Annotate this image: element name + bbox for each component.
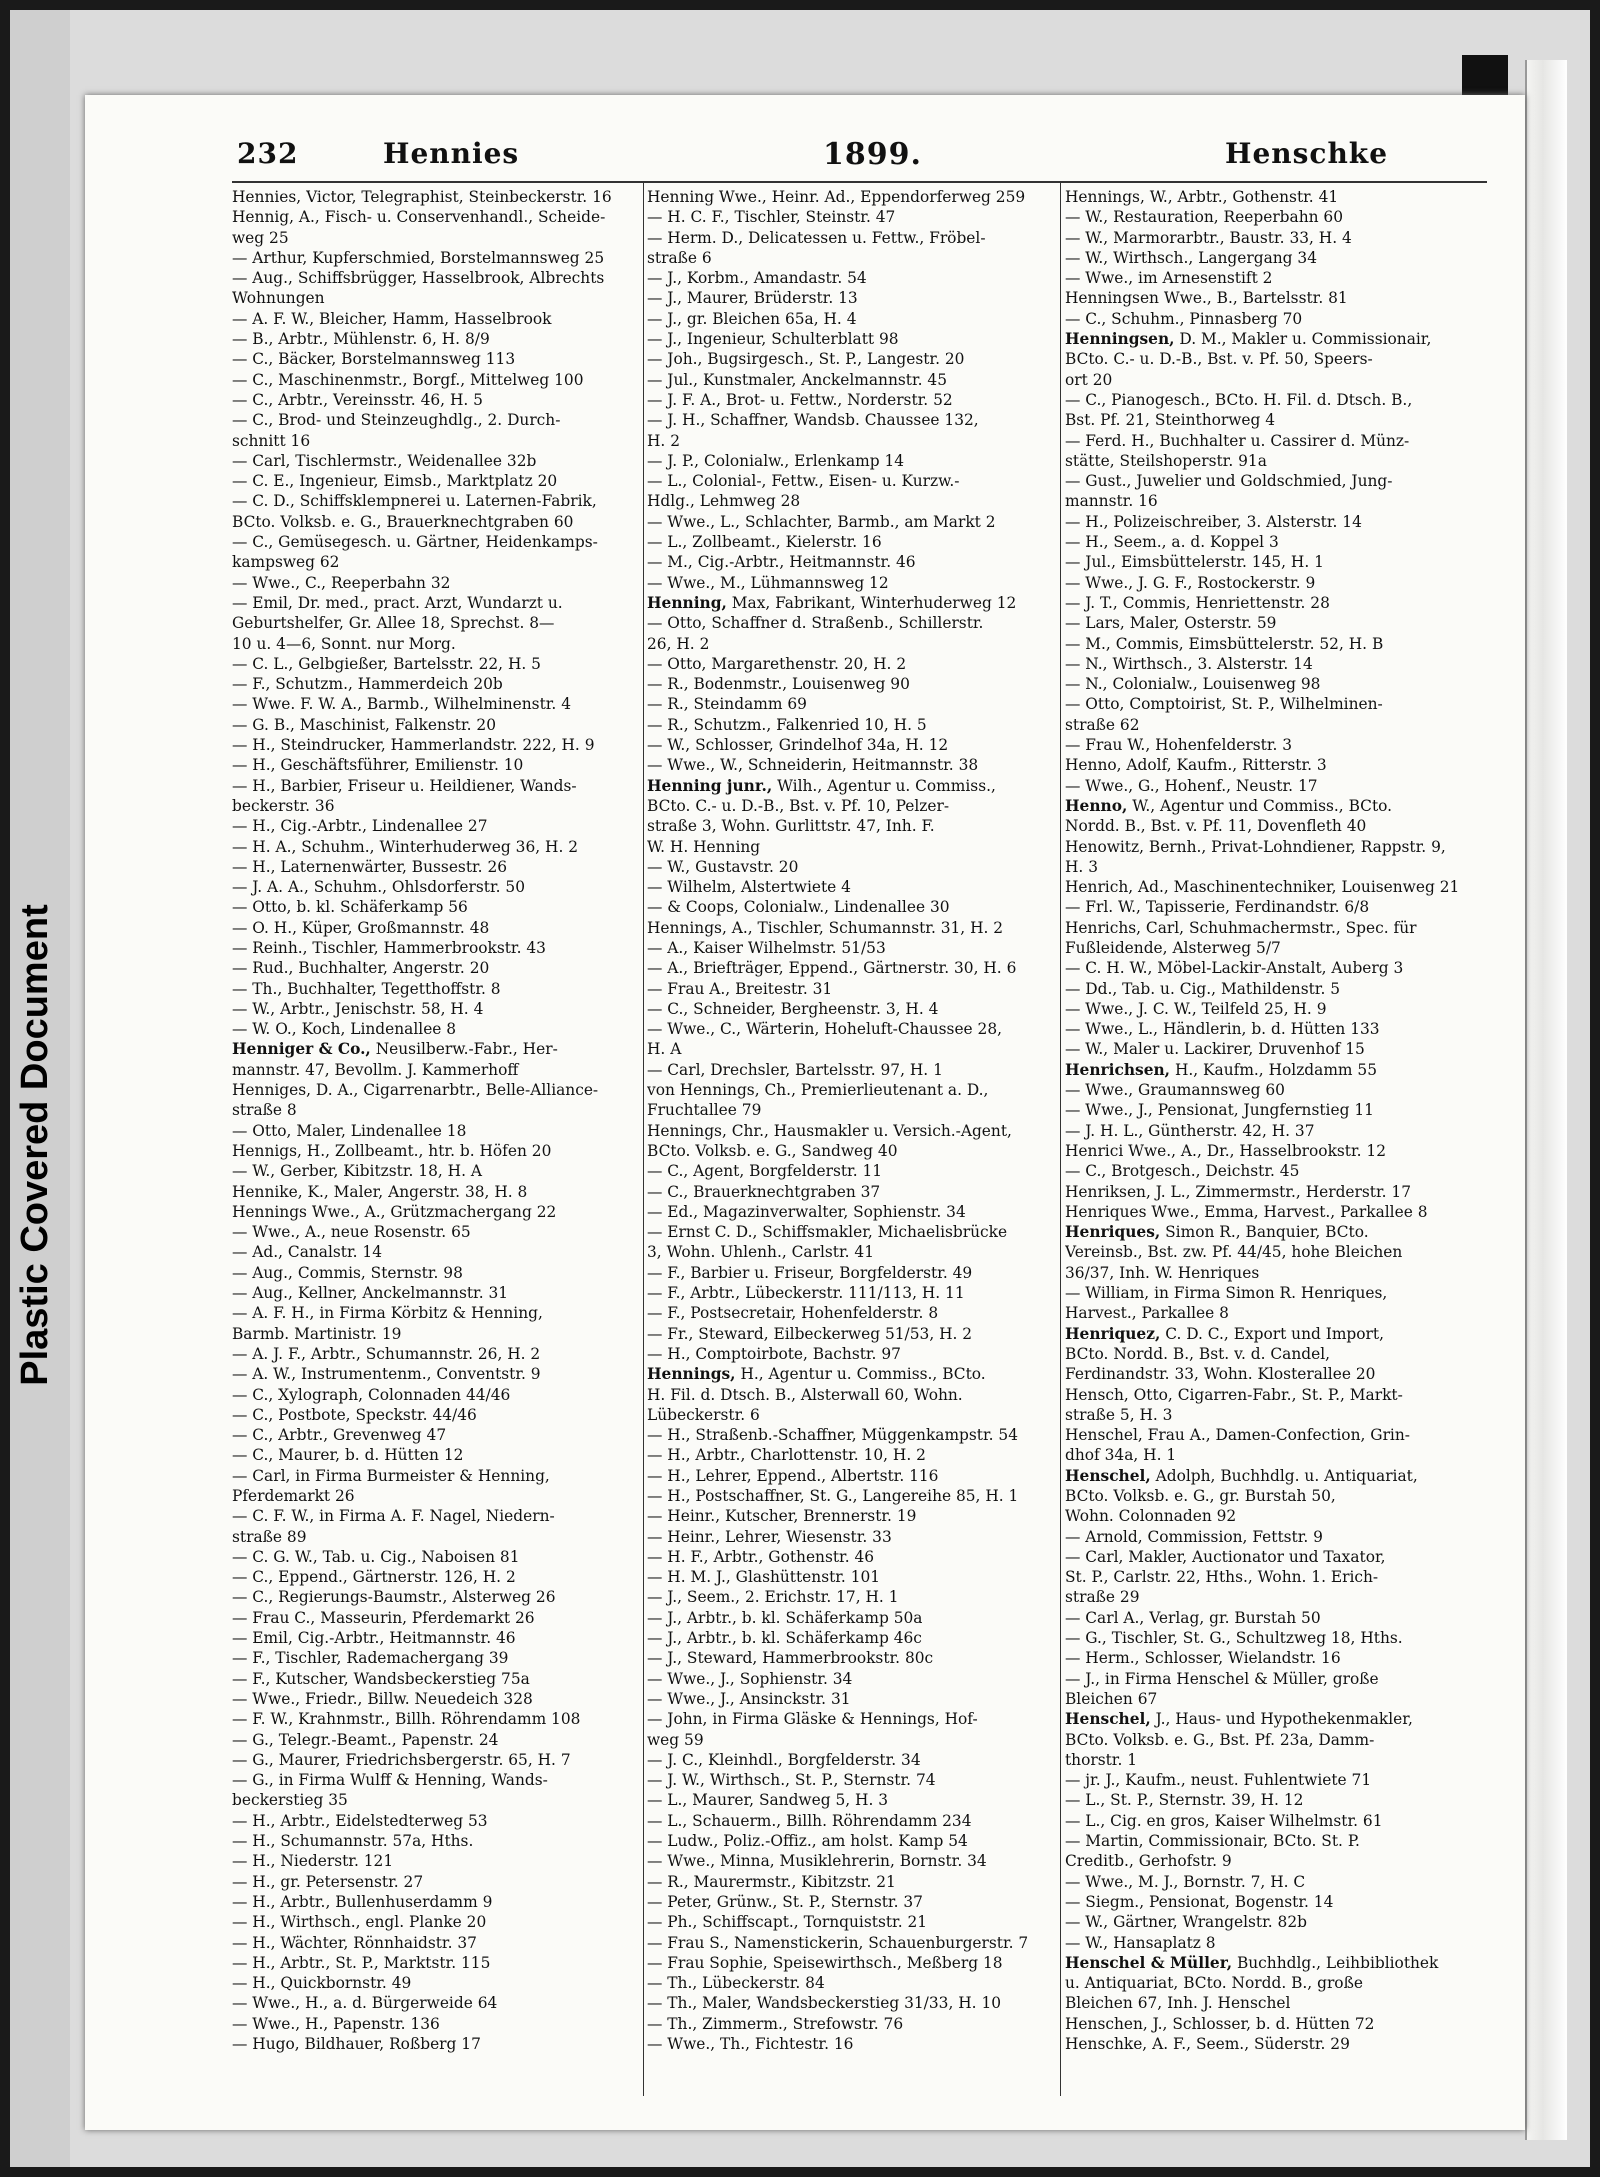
directory-entry: — J. F. A., Brot- u. Fettw., Norderstr. 52 [647, 390, 953, 409]
directory-entry: H. 2 [647, 431, 680, 450]
directory-entry: Ferdinandstr. 33, Wohn. Klosterallee 20 [1065, 1365, 1376, 1384]
directory-entry: — L., Cig. en gros, Kaiser Wilhelmstr. 61 [1065, 1811, 1383, 1830]
directory-entry: — W. O., Koch, Lindenallee 8 [232, 1020, 457, 1039]
directory-entry: straße 6 [647, 248, 712, 267]
directory-entry: weg 59 [647, 1730, 704, 1749]
directory-entry: Hdlg., Lehmweg 28 [647, 492, 801, 511]
directory-entry: — O. H., Küper, Großmannstr. 48 [232, 918, 490, 937]
directory-entry: — Wwe., Minna, Musiklehrerin, Bornstr. 34 [647, 1852, 987, 1871]
directory-entry: — J., Korbm., Amandastr. 54 [647, 269, 867, 288]
directory-entry: Harvest., Parkallee 8 [1065, 1304, 1229, 1323]
directory-entry: — J. A. A., Schuhm., Ohlsdorferstr. 50 [232, 878, 526, 897]
directory-entry: — G., Telegr.-Beamt., Papenstr. 24 [232, 1730, 499, 1749]
directory-entry: Barmb. Martinistr. 19 [232, 1324, 402, 1343]
directory-entry: mannstr. 47, Bevollm. J. Kammerhoff [232, 1060, 519, 1079]
directory-entry: — Th., Zimmerm., Strefowstr. 76 [647, 2014, 904, 2033]
directory-entry: — C., Arbtr., Vereinsstr. 46, H. 5 [232, 390, 483, 409]
directory-entry: — Herm. D., Delicatessen u. Fettw., Fröbel- [647, 228, 986, 247]
directory-entry: — W., Gerber, Kibitzstr. 18, H. A [232, 1162, 482, 1181]
directory-entry: — Th., Buchhalter, Tegetthoffstr. 8 [232, 979, 501, 998]
directory-entry: — C., Brotgesch., Deichstr. 45 [1065, 1162, 1300, 1181]
directory-entry: Hennings, A., Tischler, Schumannstr. 31, H. 2 [647, 918, 1004, 937]
directory-entry: — Rud., Buchhalter, Angerstr. 20 [232, 959, 490, 978]
directory-entry: — Frau W., Hohenfelderstr. 3 [1065, 736, 1293, 755]
directory-entry: straße 62 [1065, 715, 1140, 734]
directory-entry: — John, in Firma Gläske & Hennings, Hof- [647, 1710, 978, 1729]
directory-entry: Henrichsen, H., Kaufm., Holzdamm 55 [1065, 1060, 1378, 1079]
directory-entry: — Emil, Dr. med., pract. Arzt, Wundarzt u. [232, 593, 563, 612]
directory-entry: — Wwe. F. W. A., Barmb., Wilhelminenstr. 4 [232, 695, 572, 714]
directory-entry: Nordd. B., Bst. v. Pf. 11, Dovenfleth 40 [1065, 817, 1367, 836]
directory-entry: — Otto, Comptoirist, St. P., Wilhelminen- [1065, 695, 1383, 714]
directory-entry: mannstr. 16 [1065, 492, 1158, 511]
directory-entry: — Th., Lübeckerstr. 84 [647, 1974, 825, 1993]
directory-entry: — W., Restauration, Reeperbahn 60 [1065, 208, 1344, 227]
directory-entry: — Wwe., J., Pensionat, Jungfernstieg 11 [1065, 1101, 1374, 1120]
directory-entry: — Otto, Margarethenstr. 20, H. 2 [647, 654, 907, 673]
directory-entry: — Wwe., W., Schneiderin, Heitmannstr. 38 [647, 756, 979, 775]
directory-entry: straße 29 [1065, 1588, 1140, 1607]
directory-entry: — Heinr., Kutscher, Brennerstr. 19 [647, 1507, 917, 1526]
directory-entry: — Aug., Commis, Sternstr. 98 [232, 1263, 463, 1282]
directory-entry: — H., Wirthsch., engl. Planke 20 [232, 1913, 487, 1932]
directory-entry: — C., Maurer, b. d. Hütten 12 [232, 1446, 464, 1465]
directory-entry: — Joh., Bugsirgesch., St. P., Langestr. 20 [647, 350, 965, 369]
directory-entry: — Ed., Magazinverwalter, Sophienstr. 34 [647, 1202, 966, 1221]
header-right-keyword: Henschke [1225, 137, 1389, 170]
directory-entry: — Th., Maler, Wandsbeckerstieg 31/33, H. 10 [647, 1994, 1002, 2013]
directory-entry: — A. W., Instrumentenm., Conventstr. 9 [232, 1365, 541, 1384]
directory-entry: Geburtshelfer, Gr. Allee 18, Sprechst. 8— [232, 614, 555, 633]
directory-entry: — J. W., Wirthsch., St. P., Sternstr. 74 [647, 1771, 936, 1790]
directory-entry: — F., Postsecretair, Hohenfelderstr. 8 [647, 1304, 939, 1323]
directory-entry: Henschel, Adolph, Buchhdlg. u. Antiquariat, [1065, 1466, 1418, 1485]
directory-entry: — C. H. W., Möbel-Lackir-Anstalt, Auberg 3 [1065, 959, 1404, 978]
directory-entry: — William, in Firma Simon R. Henriques, [1065, 1284, 1388, 1303]
directory-entry: Henno, Adolf, Kaufm., Ritterstr. 3 [1065, 756, 1327, 775]
directory-entry: — Wwe., L., Schlachter, Barmb., am Markt 2 [647, 512, 996, 531]
directory-entry: — C. G. W., Tab. u. Cig., Naboisen 81 [232, 1547, 520, 1566]
directory-entry: — C., Brod- und Steinzeughdlg., 2. Durch- [232, 411, 561, 430]
directory-entry: — Heinr., Lehrer, Wiesenstr. 33 [647, 1527, 892, 1546]
directory-entry: kampsweg 62 [232, 553, 340, 572]
directory-entry: Hennike, K., Maler, Angerstr. 38, H. 8 [232, 1182, 528, 1201]
directory-entry: — Wwe., J., Ansinckstr. 31 [647, 1689, 851, 1708]
page-number: 232 [237, 137, 299, 170]
directory-entry: — H., Laternenwärter, Bussestr. 26 [232, 857, 508, 876]
directory-entry: schnitt 16 [232, 431, 311, 450]
directory-entry: — C. D., Schiffsklempnerei u. Laternen-Fabrik, [232, 492, 597, 511]
directory-entry: stätte, Steilshoperstr. 91a [1065, 451, 1267, 470]
directory-entry: — Wwe., G., Hohenf., Neustr. 17 [1065, 776, 1318, 795]
directory-entry: — H., Straßenb.-Schaffner, Müggenkampstr. 54 [647, 1426, 1019, 1445]
directory-entry: — F., Barbier u. Friseur, Borgfelderstr. 49 [647, 1263, 973, 1282]
directory-entry: — A., Briefträger, Eppend., Gärtnerstr. 30, H. 6 [647, 959, 1017, 978]
directory-entry: — H., Barbier, Friseur u. Heildiener, Wands- [232, 776, 577, 795]
directory-entry: — L., Schauerm., Billh. Röhrendamm 234 [647, 1811, 972, 1830]
directory-entry: Henrich, Ad., Maschinentechniker, Louisenweg 21 [1065, 878, 1460, 897]
directory-entry: weg 25 [232, 228, 289, 247]
directory-entry: — Frau A., Breitestr. 31 [647, 979, 833, 998]
directory-entry: — H., Polizeischreiber, 3. Alsterstr. 14 [1065, 512, 1362, 531]
directory-entry: — Wwe., H., Papenstr. 136 [232, 2014, 440, 2033]
directory-entry: — L., Colonial-, Fettw., Eisen- u. Kurzw.- [647, 472, 960, 491]
directory-entry: Henschel & Müller, Buchhdlg., Leihbibliothek [1065, 1953, 1439, 1972]
directory-entry: — Hugo, Bildhauer, Roßberg 17 [232, 2035, 481, 2054]
directory-entry: Creditb., Gerhofstr. 9 [1065, 1852, 1232, 1871]
directory-entry: Hensch, Otto, Cigarren-Fabr., St. P., Markt- [1065, 1385, 1403, 1404]
directory-entry: — J., Ingenieur, Schulterblatt 98 [647, 330, 899, 349]
directory-entry: straße 89 [232, 1527, 307, 1546]
directory-entry: — A. J. F., Arbtr., Schumannstr. 26, H. 2 [232, 1344, 541, 1363]
directory-entry: — Gust., Juwelier und Goldschmied, Jung- [1065, 472, 1393, 491]
directory-entry: — Martin, Commissionair, BCto. St. P. [1065, 1832, 1360, 1851]
directory-entry: — Siegm., Pensionat, Bogenstr. 14 [1065, 1892, 1334, 1911]
directory-entry: — F., Kutscher, Wandsbeckerstieg 75a [232, 1669, 530, 1688]
directory-entry: — Ferd. H., Buchhalter u. Cassirer d. Münz- [1065, 431, 1410, 450]
directory-entry: — Aug., Schiffsbrügger, Hasselbrook, Albrechts [232, 269, 605, 288]
directory-entry: — Herm., Schlosser, Wielandstr. 16 [1065, 1649, 1341, 1668]
directory-entry: — Otto, b. kl. Schäferkamp 56 [232, 898, 468, 917]
directory-entry: — J., Steward, Hammerbrookstr. 80c [647, 1649, 934, 1668]
directory-entry: — J., in Firma Henschel & Müller, große [1065, 1669, 1379, 1688]
directory-entry: beckerstieg 35 [232, 1791, 348, 1810]
directory-entry: 3, Wohn. Uhlenh., Carlstr. 41 [647, 1243, 874, 1262]
directory-entry: — Lars, Maler, Osterstr. 59 [1065, 614, 1277, 633]
directory-entry: — F., Tischler, Rademachergang 39 [232, 1649, 509, 1668]
directory-entry: Henning junr., Wilh., Agentur u. Commiss., [647, 776, 996, 795]
directory-entry: BCto. Volksb. e. G., Sandweg 40 [647, 1141, 898, 1160]
directory-entry: — C. E., Ingenieur, Eimsb., Marktplatz 20 [232, 472, 558, 491]
directory-entry: — R., Bodenmstr., Louisenweg 90 [647, 675, 910, 694]
directory-entry: — Frau Sophie, Speisewirthsch., Meßberg 18 [647, 1953, 1003, 1972]
directory-entry: St. P., Carlstr. 22, Hths., Wohn. 1. Erich- [1065, 1568, 1379, 1587]
directory-entry: — Jul., Kunstmaler, Anckelmannstr. 45 [647, 370, 947, 389]
directory-entry: — H., Arbtr., Bullenhuserdamm 9 [232, 1892, 493, 1911]
directory-entry: — Wwe., J., Sophienstr. 34 [647, 1669, 853, 1688]
directory-entry: — F. W., Krahnmstr., Billh. Röhrendamm 108 [232, 1710, 581, 1729]
directory-entry: — C., Gemüsegesch. u. Gärtner, Heidenkamps- [232, 533, 598, 552]
directory-entry: — L., Maurer, Sandweg 5, H. 3 [647, 1791, 889, 1810]
directory-entry: Henschel, J., Haus- und Hypothekenmakler, [1065, 1710, 1413, 1729]
directory-entry: — G., Tischler, St. G., Schultzweg 18, Hths. [1065, 1629, 1403, 1648]
directory-entry: — Wwe., A., neue Rosenstr. 65 [232, 1223, 471, 1242]
directory-entry: — F., Schutzm., Hammerdeich 20b [232, 675, 503, 694]
directory-entry: H. 3 [1065, 857, 1098, 876]
directory-entry: — A. F. W., Bleicher, Hamm, Hasselbrook [232, 309, 552, 328]
directory-entry: Henning, Max, Fabrikant, Winterhuderweg 12 [647, 593, 1017, 612]
directory-entry: — Ludw., Poliz.-Offiz., am holst. Kamp 54 [647, 1832, 968, 1851]
directory-entry: — Wwe., L., Händlerin, b. d. Hütten 133 [1065, 1020, 1380, 1039]
directory-entry: straße 3, Wohn. Gurlittstr. 47, Inh. F. [647, 817, 935, 836]
directory-entry: Henriksen, J. L., Zimmermstr., Herderstr. 17 [1065, 1182, 1412, 1201]
directory-entry: Henriquez, C. D. C., Export und Import, [1065, 1324, 1384, 1343]
directory-entry: Henschke, A. F., Seem., Süderstr. 29 [1065, 2035, 1350, 2054]
directory-entry: — Carl A., Verlag, gr. Burstah 50 [1065, 1608, 1321, 1627]
directory-entry: — Arthur, Kupferschmied, Borstelmannsweg 25 [232, 248, 605, 267]
directory-entry: Henningsen, D. M., Makler u. Commissionair, [1065, 330, 1432, 349]
directory-entry: — W., Hansaplatz 8 [1065, 1933, 1216, 1952]
directory-entry: BCto. Volksb. e. G., Brauerknechtgraben 60 [232, 512, 574, 531]
directory-entry: — H., Quickbornstr. 49 [232, 1974, 412, 1993]
directory-entry: — C., Brauerknechtgraben 37 [647, 1182, 881, 1201]
directory-entry: — H. F., Arbtr., Gothenstr. 46 [647, 1547, 875, 1566]
directory-entry: — H., Arbtr., Eidelstedterweg 53 [232, 1811, 488, 1830]
directory-entry: Henning Wwe., Heinr. Ad., Eppendorferweg 259 [647, 188, 1026, 206]
directory-entry: Hennies, Victor, Telegraphist, Steinbeckerstr. 16 [232, 188, 612, 206]
directory-entry: Henningsen Wwe., B., Bartelsstr. 81 [1065, 289, 1348, 308]
directory-entry: — C., Postbote, Speckstr. 44/46 [232, 1405, 477, 1424]
directory-entry: von Hennings, Ch., Premierlieutenant a. D., [647, 1081, 989, 1100]
directory-entry: — R., Schutzm., Falkenried 10, H. 5 [647, 715, 927, 734]
directory-entry: Henowitz, Bernh., Privat-Lohndiener, Rappstr. 9, [1065, 837, 1446, 856]
directory-entry: — C., Agent, Borgfelderstr. 11 [647, 1162, 883, 1181]
directory-entry: Fußleidende, Alsterweg 5/7 [1065, 938, 1281, 957]
directory-entry: — J., Arbtr., b. kl. Schäferkamp 50a [647, 1608, 923, 1627]
directory-entry: — Wwe., C., Reeperbahn 32 [232, 573, 451, 592]
directory-entry: — H., gr. Petersenstr. 27 [232, 1872, 424, 1891]
directory-entry: — Carl, Drechsler, Bartelsstr. 97, H. 1 [647, 1060, 943, 1079]
directory-entry: — Wwe., C., Wärterin, Hoheluft-Chaussee 28, [647, 1020, 1003, 1039]
directory-entry: — C. L., Gelbgießer, Bartelsstr. 22, H. 5 [232, 654, 541, 673]
directory-entry: H. A [647, 1040, 682, 1059]
directory-entry: dhof 34a, H. 1 [1065, 1446, 1177, 1465]
directory-entry: — H., Postschaffner, St. G., Langereihe 85, H. 1 [647, 1487, 1019, 1505]
directory-entry: Wohn. Colonnaden 92 [1065, 1507, 1237, 1526]
directory-entry: — H., Arbtr., St. P., Marktstr. 115 [232, 1953, 491, 1972]
directory-entry: Henriques, Simon R., Banquier, BCto. [1065, 1223, 1369, 1242]
directory-entry: BCto. Volksb. e. G., Bst. Pf. 23a, Damm- [1065, 1730, 1375, 1749]
directory-entry: 10 u. 4—6, Sonnt. nur Morg. [232, 634, 456, 653]
directory-entry: — C., Pianogesch., BCto. H. Fil. d. Dtsch. B., [1065, 390, 1413, 409]
directory-entry: — Ad., Canalstr. 14 [232, 1243, 383, 1262]
directory-entry: — & Coops, Colonialw., Lindenallee 30 [647, 898, 950, 917]
directory-entry: — Peter, Grünw., St. P., Sternstr. 37 [647, 1892, 923, 1911]
directory-entry: Henniges, D. A., Cigarrenarbtr., Belle-Alliance- [232, 1081, 599, 1100]
directory-entry: — L., St. P., Sternstr. 39, H. 12 [1065, 1791, 1304, 1810]
directory-entry: — W., Gustavstr. 20 [647, 857, 799, 876]
directory-entry: — J. H. L., Güntherstr. 42, H. 37 [1065, 1121, 1315, 1140]
directory-entry: Hennings, Chr., Hausmakler u. Versich.-Agent, [647, 1121, 1012, 1140]
directory-entry: — C. F. W., in Firma A. F. Nagel, Niedern- [232, 1507, 555, 1526]
directory-entry: — W., Maler u. Lackirer, Druvenhof 15 [1065, 1040, 1365, 1059]
directory-entry: 26, H. 2 [647, 634, 710, 653]
directory-entry: — Reinh., Tischler, Hammerbrookstr. 43 [232, 938, 546, 957]
directory-entry: — H., Niederstr. 121 [232, 1852, 394, 1871]
directory-entry: Henno, W., Agentur und Commiss., BCto. [1065, 796, 1393, 815]
directory-entry: Hennings, W., Arbtr., Gothenstr. 41 [1065, 188, 1339, 206]
directory-entry: — Frau C., Masseurin, Pferdemarkt 26 [232, 1608, 535, 1627]
directory-entry: — J., Arbtr., b. kl. Schäferkamp 46c [647, 1629, 922, 1648]
directory-entry: Hennings, H., Agentur u. Commiss., BCto. [647, 1365, 986, 1384]
directory-entry: — B., Arbtr., Mühlenstr. 6, H. 8/9 [232, 330, 490, 349]
directory-entry: — H., Cig.-Arbtr., Lindenallee 27 [232, 817, 488, 836]
directory-entry: — G. B., Maschinist, Falkenstr. 20 [232, 715, 496, 734]
directory-entry: — Wwe., J. G. F., Rostockerstr. 9 [1065, 573, 1316, 592]
directory-entry: — Carl, Makler, Auctionator und Taxator, [1065, 1547, 1386, 1566]
directory-entry: — C., Bäcker, Borstelmannsweg 113 [232, 350, 516, 369]
directory-entry: — Wilhelm, Alstertwiete 4 [647, 878, 851, 897]
directory-entry: — Wwe., M. J., Bornstr. 7, H. C [1065, 1872, 1306, 1891]
directory-entry: — C., Xylograph, Colonnaden 44/46 [232, 1385, 511, 1404]
directory-entry: — Ph., Schiffscapt., Tornquiststr. 21 [647, 1913, 928, 1932]
directory-entry: Hennings Wwe., A., Grützmachergang 22 [232, 1202, 557, 1221]
directory-entry: Hennigs, H., Zollbeamt., htr. b. Höfen 20 [232, 1141, 552, 1160]
directory-entry: — A. F. H., in Firma Körbitz & Henning, [232, 1304, 543, 1323]
directory-entry: — H., Comptoirbote, Bachstr. 97 [647, 1344, 901, 1363]
directory-entry: — H. M. J., Glashüttenstr. 101 [647, 1568, 881, 1587]
directory-entry: Henniger & Co., Neusilberw.-Fabr., Her- [232, 1040, 558, 1059]
directory-entry: — H., Seem., a. d. Koppel 3 [1065, 533, 1279, 552]
directory-entry: — Wwe., H., a. d. Bürgerweide 64 [232, 1994, 498, 2013]
directory-entry: — Arnold, Commission, Fettstr. 9 [1065, 1527, 1323, 1546]
directory-entry: — H. C. F., Tischler, Steinstr. 47 [647, 208, 896, 227]
directory-entry: — H., Schumannstr. 57a, Hths. [232, 1832, 474, 1851]
directory-entry: — J., gr. Bleichen 65a, H. 4 [647, 309, 857, 328]
directory-entry: — Carl, in Firma Burmeister & Henning, [232, 1466, 550, 1485]
directory-entry: — G., in Firma Wulff & Henning, Wands- [232, 1771, 548, 1790]
directory-entry: — C., Schuhm., Pinnasberg 70 [1065, 309, 1303, 328]
directory-entry: — H., Steindrucker, Hammerlandstr. 222, H. 9 [232, 736, 595, 755]
directory-entry: BCto. C.- u. D.-B., Bst. v. Pf. 50, Speers- [1065, 350, 1373, 369]
side-label: Plastic Covered Document [14, 904, 56, 1386]
directory-entry: — Dd., Tab. u. Cig., Mathildenstr. 5 [1065, 979, 1341, 998]
directory-entry: Pferdemarkt 26 [232, 1487, 355, 1505]
directory-entry: — W., Marmorarbtr., Baustr. 33, H. 4 [1065, 228, 1352, 247]
directory-entry: u. Antiquariat, BCto. Nordd. B., große [1065, 1974, 1363, 1993]
directory-entry: — H. A., Schuhm., Winterhuderweg 36, H. 2 [232, 837, 579, 856]
directory-entry: — H., Arbtr., Charlottenstr. 10, H. 2 [647, 1446, 926, 1465]
directory-entry: — W., Gärtner, Wrangelstr. 82b [1065, 1913, 1307, 1932]
directory-entry: — M., Commis, Eimsbüttelerstr. 52, H. B [1065, 634, 1384, 653]
directory-entry: — C., Arbtr., Grevenweg 47 [232, 1426, 447, 1445]
directory-entry: Bst. Pf. 21, Steinthorweg 4 [1065, 411, 1276, 430]
directory-entry: — Aug., Kellner, Anckelmannstr. 31 [232, 1284, 509, 1303]
directory-entry: — Otto, Schaffner d. Straßenb., Schillerstr. [647, 614, 984, 633]
directory-entry: Bleichen 67 [1065, 1689, 1158, 1708]
directory-entry: — Otto, Maler, Lindenallee 18 [232, 1121, 467, 1140]
directory-entry: H. Fil. d. Dtsch. B., Alsterwall 60, Wohn. [647, 1385, 963, 1404]
directory-entry: BCto. C.- u. D.-B., Bst. v. Pf. 10, Pelzer- [647, 796, 950, 815]
directory-entry: — J. C., Kleinhdl., Borgfelderstr. 34 [647, 1750, 921, 1769]
directory-entry: — Wwe., Graumannsweg 60 [1065, 1081, 1285, 1100]
directory-entry: ort 20 [1065, 370, 1113, 389]
directory-entry: BCto. Volksb. e. G., gr. Burstah 50, [1065, 1487, 1336, 1505]
directory-entry: — R., Steindamm 69 [647, 695, 807, 714]
directory-entry: — C., Schneider, Bergheenstr. 3, H. 4 [647, 999, 939, 1018]
directory-entry: — Wwe., Th., Fichtestr. 16 [647, 2035, 854, 2054]
directory-entry: Henrici Wwe., A., Dr., Hasselbrookstr. 12 [1065, 1141, 1387, 1160]
header-year: 1899. [823, 137, 922, 172]
directory-entry: — J. P., Colonialw., Erlenkamp 14 [647, 451, 905, 470]
directory-entry: — L., Zollbeamt., Kielerstr. 16 [647, 533, 882, 552]
directory-entry: Wohnungen [232, 289, 325, 308]
directory-entry: — Wwe., Friedr., Billw. Neuedeich 328 [232, 1689, 533, 1708]
directory-entry: — J., Maurer, Brüderstr. 13 [647, 289, 858, 308]
directory-entry: — Fr., Steward, Eilbeckerweg 51/53, H. 2 [647, 1324, 973, 1343]
directory-entry: — N., Colonialw., Louisenweg 98 [1065, 675, 1321, 694]
directory-entry: — Frau S., Namenstickerin, Schauenburgerstr. 7 [647, 1933, 1029, 1952]
directory-entry: — R., Maurermstr., Kibitzstr. 21 [647, 1872, 896, 1891]
directory-entry: — Frl. W., Tapisserie, Ferdinandstr. 6/8 [1065, 898, 1370, 917]
directory-entry: Henschen, J., Schlosser, b. d. Hütten 72 [1065, 2014, 1375, 2033]
directory-entry: — C., Regierungs-Baumstr., Alsterweg 26 [232, 1588, 556, 1607]
directory-entry: Fruchtallee 79 [647, 1101, 762, 1120]
directory-entry: — A., Kaiser Wilhelmstr. 51/53 [647, 938, 886, 957]
directory-entry: 36/37, Inh. W. Henriques [1065, 1263, 1260, 1282]
directory-entry: Vereinsb., Bst. zw. Pf. 44/45, hohe Bleichen [1065, 1243, 1403, 1262]
directory-entry: thorstr. 1 [1065, 1750, 1138, 1769]
directory-entry: — jr. J., Kaufm., neust. Fuhlentwiete 71 [1065, 1771, 1372, 1790]
directory-entry: — C., Maschinenmstr., Borgf., Mittelweg 100 [232, 370, 584, 389]
directory-entry: beckerstr. 36 [232, 796, 335, 815]
directory-entry: — W., Schlosser, Grindelhof 34a, H. 12 [647, 736, 949, 755]
directory-entry: straße 5, H. 3 [1065, 1405, 1173, 1424]
directory-entry: — J. H., Schaffner, Wandsb. Chaussee 132, [647, 411, 979, 430]
directory-entry: — H., Geschäftsführer, Emilienstr. 10 [232, 756, 524, 775]
directory-entry: Bleichen 67, Inh. J. Henschel [1065, 1994, 1291, 2013]
directory-entry: BCto. Nordd. B., Bst. v. d. Candel, [1065, 1344, 1331, 1363]
directory-entry: — H., Lehrer, Eppend., Albertstr. 116 [647, 1466, 939, 1485]
directory-entry: — C., Eppend., Gärtnerstr. 126, H. 2 [232, 1568, 516, 1587]
directory-entry: — W., Wirthsch., Langergang 34 [1065, 248, 1318, 267]
directory-entry: — N., Wirthsch., 3. Alsterstr. 14 [1065, 654, 1313, 673]
directory-entry: straße 8 [232, 1101, 297, 1120]
directory-entry: W. H. Henning [647, 837, 761, 856]
directory-entry: — J. T., Commis, Henriettenstr. 28 [1065, 593, 1330, 612]
directory-entry: — W., Arbtr., Jenischstr. 58, H. 4 [232, 999, 484, 1018]
directory-entry: — Ernst C. D., Schiffsmakler, Michaelisbrücke [647, 1223, 1008, 1242]
directory-entry: — J., Seem., 2. Erichstr. 17, H. 1 [647, 1588, 899, 1607]
directory-entry: — F., Arbtr., Lübeckerstr. 111/113, H. 11 [647, 1284, 965, 1303]
directory-entry: — Wwe., J. C. W., Teilfeld 25, H. 9 [1065, 999, 1327, 1018]
directory-entry: — Emil, Cig.-Arbtr., Heitmannstr. 46 [232, 1629, 516, 1648]
directory-entry: — Jul., Eimsbüttelerstr. 145, H. 1 [1065, 553, 1324, 572]
directory-entry: — Carl, Tischlermstr., Weidenallee 32b [232, 451, 537, 470]
directory-entry: Henschel, Frau A., Damen-Confection, Grin- [1065, 1426, 1410, 1445]
directory-entry: — M., Cig.-Arbtr., Heitmannstr. 46 [647, 553, 916, 572]
directory-entry: — Wwe., im Arnesenstift 2 [1065, 269, 1273, 288]
directory-entry: Henrichs, Carl, Schuhmachermstr., Spec. für [1065, 918, 1417, 937]
directory-entry: — Wwe., M., Lühmannsweg 12 [647, 573, 889, 592]
directory-entry: — G., Maurer, Friedrichsbergerstr. 65, H. 7 [232, 1750, 571, 1769]
header-left-keyword: Hennies [383, 137, 520, 170]
directory-entry: Hennig, A., Fisch- u. Conservenhandl., Scheide- [232, 208, 606, 227]
directory-entry: Henriques Wwe., Emma, Harvest., Parkallee 8 [1065, 1202, 1428, 1221]
directory-entry: — H., Wächter, Rönnhaidstr. 37 [232, 1933, 477, 1952]
directory-entry: Lübeckerstr. 6 [647, 1405, 760, 1424]
